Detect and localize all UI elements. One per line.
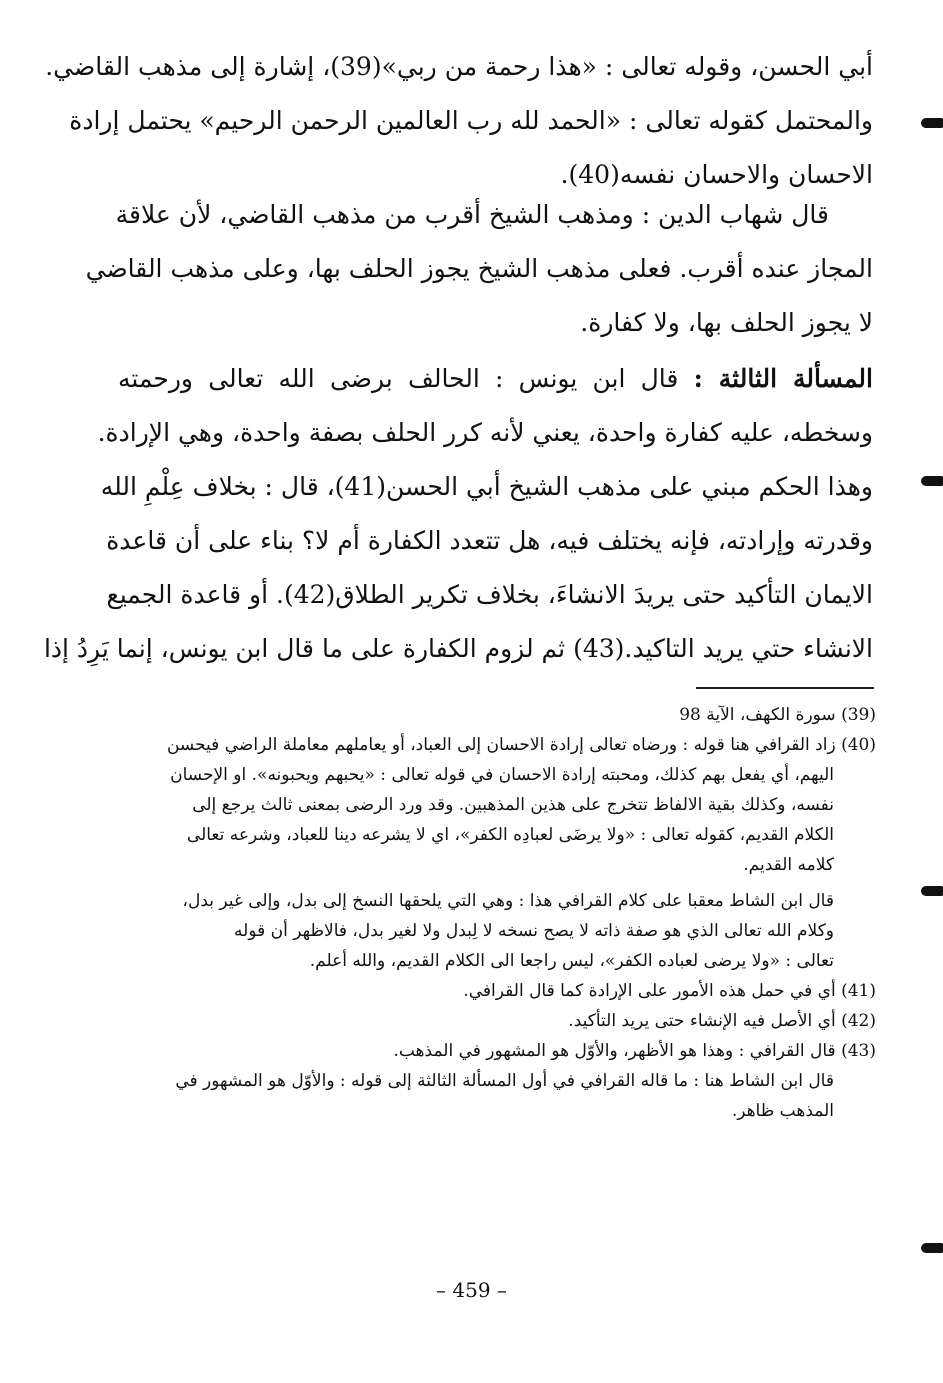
text-line: وسخطه، عليه كفارة واحدة، يعني لأنه كرر الحلف بصفة واحدة، وهي الإرادة. — [97, 418, 873, 447]
page-number: – 459 – — [436, 1278, 507, 1302]
footnote-40-comment-line: قال ابن الشاط معقبا على كلام القرافي هذا : وهي التي يلحقها النسخ إلى بدل، وإلى غير بدل، — [182, 891, 834, 911]
paragraph-2 — [85, 188, 873, 350]
paragraph-1 — [45, 40, 873, 202]
text-line: والمحتمل كقوله تعالى : «الحمد لله رب العالمين الرحمن الرحيم» يحتمل إرادة — [69, 106, 873, 135]
text-line: المجاز عنده أقرب. فعلى مذهب الشيخ يجوز الحلف بها، وعلى مذهب القاضي — [85, 254, 873, 283]
scan-margin-mark — [921, 886, 943, 896]
text-line — [118, 352, 873, 406]
text-line: الايمان التأكيد حتى يريدَ الانشاءَ، بخلاف تكرير الطلاق(42). أو قاعدة الجميع — [106, 580, 873, 609]
footnote-40-comment-line: وكلام الله تعالى الذي هو صفة ذاته لا يصح نسخه لا لِبدل ولا لغير بدل، فالاظهر أن قوله — [234, 921, 834, 941]
section-heading: المسألة الثالثة : — [693, 364, 873, 393]
paragraph-3 — [43, 352, 873, 676]
footnote-43-comment-line: المذهب ظاهر. — [731, 1101, 834, 1121]
footnote-40-line: كلامه القديم. — [743, 855, 834, 875]
footnote-42: (42) أي الأصل فيه الإنشاء حتى يريد التأكيد. — [568, 1011, 876, 1031]
footnote-43-comment-line: قال ابن الشاط هنا : ما قاله القرافي في أول المسألة الثالثة إلى قوله : والأوّل هو المشهور في — [175, 1071, 834, 1091]
heading-line-text: قال ابن يونس : الحالف برضى الله تعالى ورحمته — [118, 364, 679, 393]
footnote-40-line: نفسه، وكذلك بقية الالفاظ تتخرج على هذين المذهبين. وقد ورد الرضى بمعنى ثالث يرجع إلى — [192, 795, 834, 815]
footnote-40-line: (40) زاد القرافي هنا قوله : ورضاه تعالى إرادة الاحسان إلى العباد، أو يعاملهم معاملة الراضي فيحسن — [166, 735, 876, 755]
footnote-separator — [696, 687, 874, 689]
text-line: وهذا الحكم مبني على مذهب الشيخ أبي الحسن(41)، قال : بخلاف عِلْمِ الله — [100, 472, 873, 501]
footnote-41: (41) أي في حمل هذه الأمور على الإرادة كما قال القرافي. — [463, 981, 876, 1001]
footnotes — [118, 700, 876, 1126]
text-line: أبي الحسن، وقوله تعالى : «هذا رحمة من ربي»(39)، إشارة إلى مذهب القاضي. — [45, 52, 873, 81]
text-line: الاحسان والاحسان نفسه(40). — [560, 160, 873, 189]
footnote-40-comment-line: تعالى : «ولا يرضى لعباده الكفر»، ليس راجعا الى الكلام القديم، والله أعلم. — [309, 951, 834, 971]
text-line: وقدرته وإرادته، فإنه يختلف فيه، هل تتعدد الكفارة أم لا؟ بناء على أن قاعدة — [106, 526, 873, 555]
text-line: لا يجوز الحلف بها، ولا كفارة. — [580, 308, 873, 337]
footnote-40-line: اليهم، أي يفعل بهم كذلك، ومحبته إرادة الاحسان في قوله تعالى : «يحبهم ويحبونه». او الإحسان — [170, 765, 834, 785]
footnote-39: (39) سورة الكهف، الآية 98 — [679, 705, 876, 725]
scan-margin-mark — [921, 476, 943, 486]
footnote-43: (43) قال القرافي : وهذا هو الأظهر، والأوّل هو المشهور في المذهب. — [393, 1041, 876, 1061]
text-line: قال شهاب الدين : ومذهب الشيخ أقرب من مذهب القاضي، لأن علاقة — [115, 200, 829, 229]
text-line: الانشاء حتي يريد التاكيد.(43) ثم لزوم الكفارة على ما قال ابن يونس، إنما يَرِدُ إذا — [43, 634, 873, 663]
footnote-40-line: الكلام القديم، كقوله تعالى : «ولا يرضَى لعبادِه الكفر»، اي لا يشرعه دينا للعباد، وشرعه تعالى — [186, 825, 834, 845]
scan-margin-mark — [921, 1243, 943, 1253]
scan-margin-mark — [921, 118, 943, 128]
